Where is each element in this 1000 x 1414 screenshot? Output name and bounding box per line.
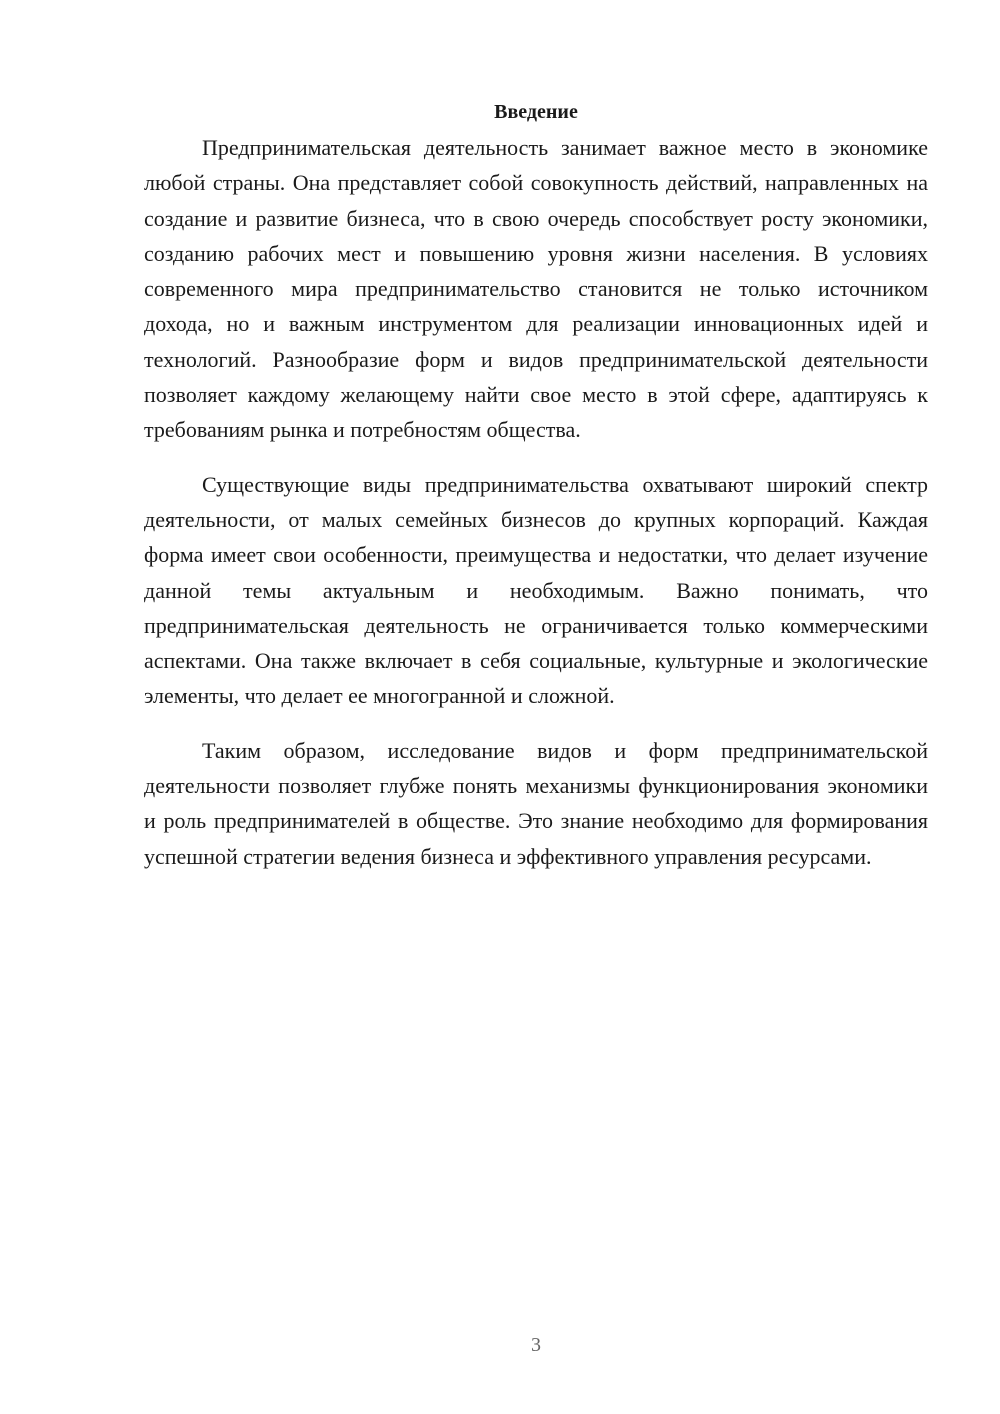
page-content [144,98,928,893]
paragraph-3: Таким образом, исследование видов и форм предпринимательской деятельности позволяет глубже понять механизмы функционирования экономики и роль предпринимателей в обществе. Это знание необходимо для формирования успешной стратегии ведения бизнеса и эффективного управления ресурсами. [144,737,928,869]
page-number: 3 [531,1334,541,1356]
paragraph-1: Предпринимательская деятельность занимает важное место в экономике любой страны. Она представляет собой совокупность действий, направленных на создание и развитие бизнеса, что в свою очередь способствует росту экономики, созданию рабочих мест и повышению уровня жизни населения. В условиях современного мира предпринимательство становится не только источником дохода, но и важным инструментом для реализации инновационных идей и технологий. Разнообразие форм и видов предпринимательской деятельности позволяет каждому желающему найти свое место в этой сфере, адаптируясь к требованиям рынка и потребностям общества. [144,135,928,443]
section-title: Введение [494,101,578,123]
paragraph-2: Существующие виды предпринимательства охватывают широкий спектр деятельности, от малых семейных бизнесов до крупных корпораций. Каждая форма имеет свои особенности, преимущества и недостатки, что делает изучение данной темы актуальным и необходимым. Важно понимать, что предпринимательская деятельность не ограничивается только коммерческими аспектами. Она также включает в себя социальные, культурные и экологические элементы, что делает ее многогранной и сложной. [144,471,928,709]
